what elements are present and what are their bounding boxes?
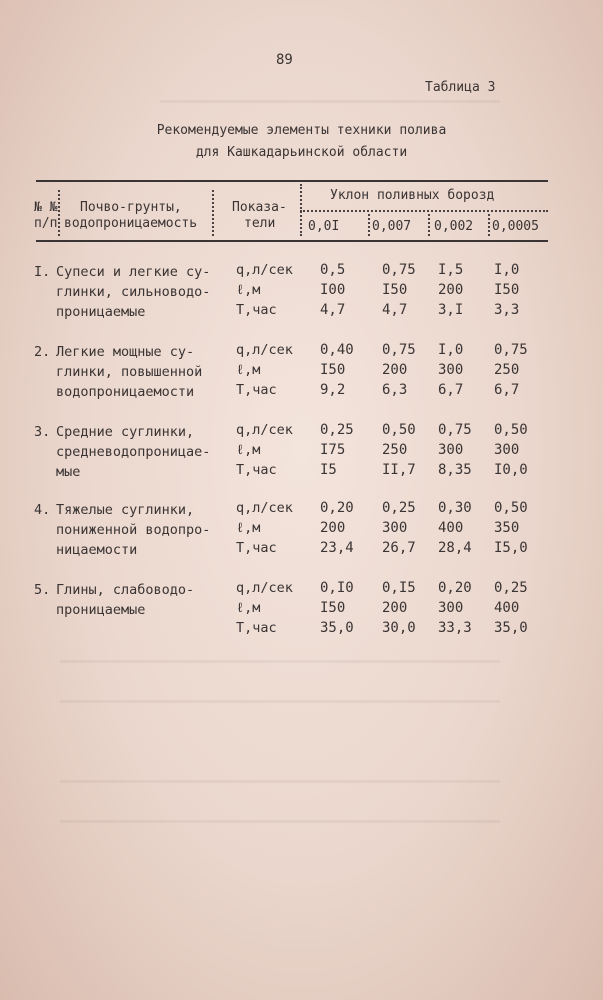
table-cell: 0,50 xyxy=(494,422,528,438)
row-description-line: Легкие мощные су- xyxy=(56,344,195,360)
table-cell: 23,4 xyxy=(320,540,354,556)
header-separator xyxy=(58,190,60,236)
table-cell: I50 xyxy=(320,362,346,378)
table-cell: 200 xyxy=(382,362,408,378)
indicator-label: ℓ,м xyxy=(236,520,261,536)
row-description-line: глинки, сильноводо- xyxy=(56,284,211,300)
table-cell: 250 xyxy=(382,442,408,458)
row-description-line: ницаемости xyxy=(56,542,138,558)
row-number: 2. xyxy=(34,344,51,360)
table-cell: 8,35 xyxy=(438,462,472,478)
row-number: 3. xyxy=(34,424,51,440)
indicator-label: ℓ,м xyxy=(236,442,261,458)
table-cell: 200 xyxy=(320,520,346,536)
indicator-label: T,час xyxy=(236,540,277,556)
table-cell: 0,50 xyxy=(382,422,416,438)
indicator-label: ℓ,м xyxy=(236,362,261,378)
header-soil-line-2: водопроницаемость xyxy=(64,216,198,231)
table-cell: 0,I5 xyxy=(382,580,416,596)
table-cell: 26,7 xyxy=(382,540,416,556)
table-cell: 3,3 xyxy=(494,302,520,318)
table-cell: I5,0 xyxy=(494,540,528,556)
header-separator xyxy=(300,184,302,236)
header-separator xyxy=(488,214,490,236)
header-indicator-line-2: тели xyxy=(244,216,276,231)
row-description-line: Тяжелые суглинки, xyxy=(56,502,195,518)
row-description-line: Супеси и легкие су- xyxy=(56,264,211,280)
row-description-line: проницаемые xyxy=(56,602,146,618)
row-number: 4. xyxy=(34,502,51,518)
row-description-line: мые xyxy=(56,464,81,480)
row-description-line: средневодопроницае- xyxy=(56,444,211,460)
table-cell: 6,7 xyxy=(494,382,520,398)
table-cell: 30,0 xyxy=(382,620,416,636)
table-cell: I5 xyxy=(320,462,337,478)
indicator-label: ℓ,м xyxy=(236,600,261,616)
header-slope-col-3: 0,002 xyxy=(434,219,474,234)
table-title-line-2: для Кашкадарьинской области xyxy=(195,145,408,160)
indicator-label: ℓ,м xyxy=(236,282,261,298)
table-cell: 0,30 xyxy=(438,500,472,516)
header-slope-col-4: 0,0005 xyxy=(492,219,539,234)
table-cell: II,7 xyxy=(382,462,416,478)
table-cell: 0,I0 xyxy=(320,580,354,596)
table-cell: 0,75 xyxy=(382,342,416,358)
table-cell: I75 xyxy=(320,442,346,458)
table-cell: 350 xyxy=(494,520,520,536)
table-cell: 300 xyxy=(438,442,464,458)
indicator-label: T,час xyxy=(236,302,277,318)
indicator-label: T,час xyxy=(236,462,277,478)
table-cell: 0,40 xyxy=(320,342,354,358)
table-cell: 28,4 xyxy=(438,540,472,556)
header-slope-group: Уклон поливных борозд xyxy=(330,188,495,203)
row-number: I. xyxy=(34,264,51,280)
table-cell: 400 xyxy=(494,600,520,616)
header-indicator-line-1: Показа- xyxy=(232,200,287,215)
row-description-line: пониженной водопро- xyxy=(56,522,211,538)
table-cell: I50 xyxy=(382,282,408,298)
table-cell: 0,50 xyxy=(494,500,528,516)
table-label: Таблица 3 xyxy=(425,80,496,95)
table-cell: 9,2 xyxy=(320,382,346,398)
table-cell: I50 xyxy=(494,282,520,298)
table-cell: 0,75 xyxy=(438,422,472,438)
table-cell: I,0 xyxy=(494,262,520,278)
table-header-bottom-rule xyxy=(36,240,548,242)
table-cell: I50 xyxy=(320,600,346,616)
row-description-line: водопроницаемости xyxy=(56,384,195,400)
indicator-label: q,л/сек xyxy=(236,500,293,516)
row-number: 5. xyxy=(34,582,51,598)
row-description-line: Глины, слабоводо- xyxy=(56,582,195,598)
table-cell: 0,5 xyxy=(320,262,346,278)
table-cell: I,5 xyxy=(438,262,464,278)
indicator-label: q,л/сек xyxy=(236,342,293,358)
header-soil-line-1: Почво-грунты, xyxy=(80,200,182,215)
table-cell: 6,7 xyxy=(438,382,464,398)
table-cell: 0,20 xyxy=(320,500,354,516)
indicator-label: q,л/сек xyxy=(236,262,293,278)
slope-group-divider xyxy=(300,210,548,212)
table-cell: 300 xyxy=(438,362,464,378)
table-cell: 0,25 xyxy=(494,580,528,596)
header-separator xyxy=(368,214,370,236)
table-cell: 200 xyxy=(438,282,464,298)
table-cell: 300 xyxy=(438,600,464,616)
table-cell: 300 xyxy=(494,442,520,458)
table-cell: 400 xyxy=(438,520,464,536)
header-slope-col-2: 0,007 xyxy=(372,219,412,234)
indicator-label: T,час xyxy=(236,620,277,636)
row-description-line: Средние суглинки, xyxy=(56,424,195,440)
header-number-line-1: № № xyxy=(34,200,58,215)
table-cell: 250 xyxy=(494,362,520,378)
table-cell: I0,0 xyxy=(494,462,528,478)
table-cell: 4,7 xyxy=(320,302,346,318)
table-cell: 35,0 xyxy=(494,620,528,636)
table-cell: 200 xyxy=(382,600,408,616)
table-cell: 6,3 xyxy=(382,382,408,398)
row-description-line: проницаемые xyxy=(56,304,146,320)
table-cell: 0,25 xyxy=(382,500,416,516)
table-cell: 0,20 xyxy=(438,580,472,596)
table-cell: 0,75 xyxy=(382,262,416,278)
table-cell: 0,25 xyxy=(320,422,354,438)
header-separator xyxy=(212,190,214,236)
table-cell: I,0 xyxy=(438,342,464,358)
page-number: 89 xyxy=(276,52,293,68)
row-description-line: глинки, повышенной xyxy=(56,364,203,380)
header-number-line-2: п/п xyxy=(34,216,58,231)
header-slope-col-1: 0,0I xyxy=(308,219,340,234)
table-cell: 300 xyxy=(382,520,408,536)
table-cell: 35,0 xyxy=(320,620,354,636)
indicator-label: q,л/сек xyxy=(236,580,293,596)
indicator-label: q,л/сек xyxy=(236,422,293,438)
table-top-rule xyxy=(36,180,548,182)
table-cell: 3,I xyxy=(438,302,464,318)
table-cell: I00 xyxy=(320,282,346,298)
table-cell: 0,75 xyxy=(494,342,528,358)
table-cell: 4,7 xyxy=(382,302,408,318)
header-separator xyxy=(428,214,430,236)
table-title-line-1: Рекомендуемые элементы техники полива xyxy=(156,123,447,138)
indicator-label: T,час xyxy=(236,382,277,398)
table-cell: 33,3 xyxy=(438,620,472,636)
